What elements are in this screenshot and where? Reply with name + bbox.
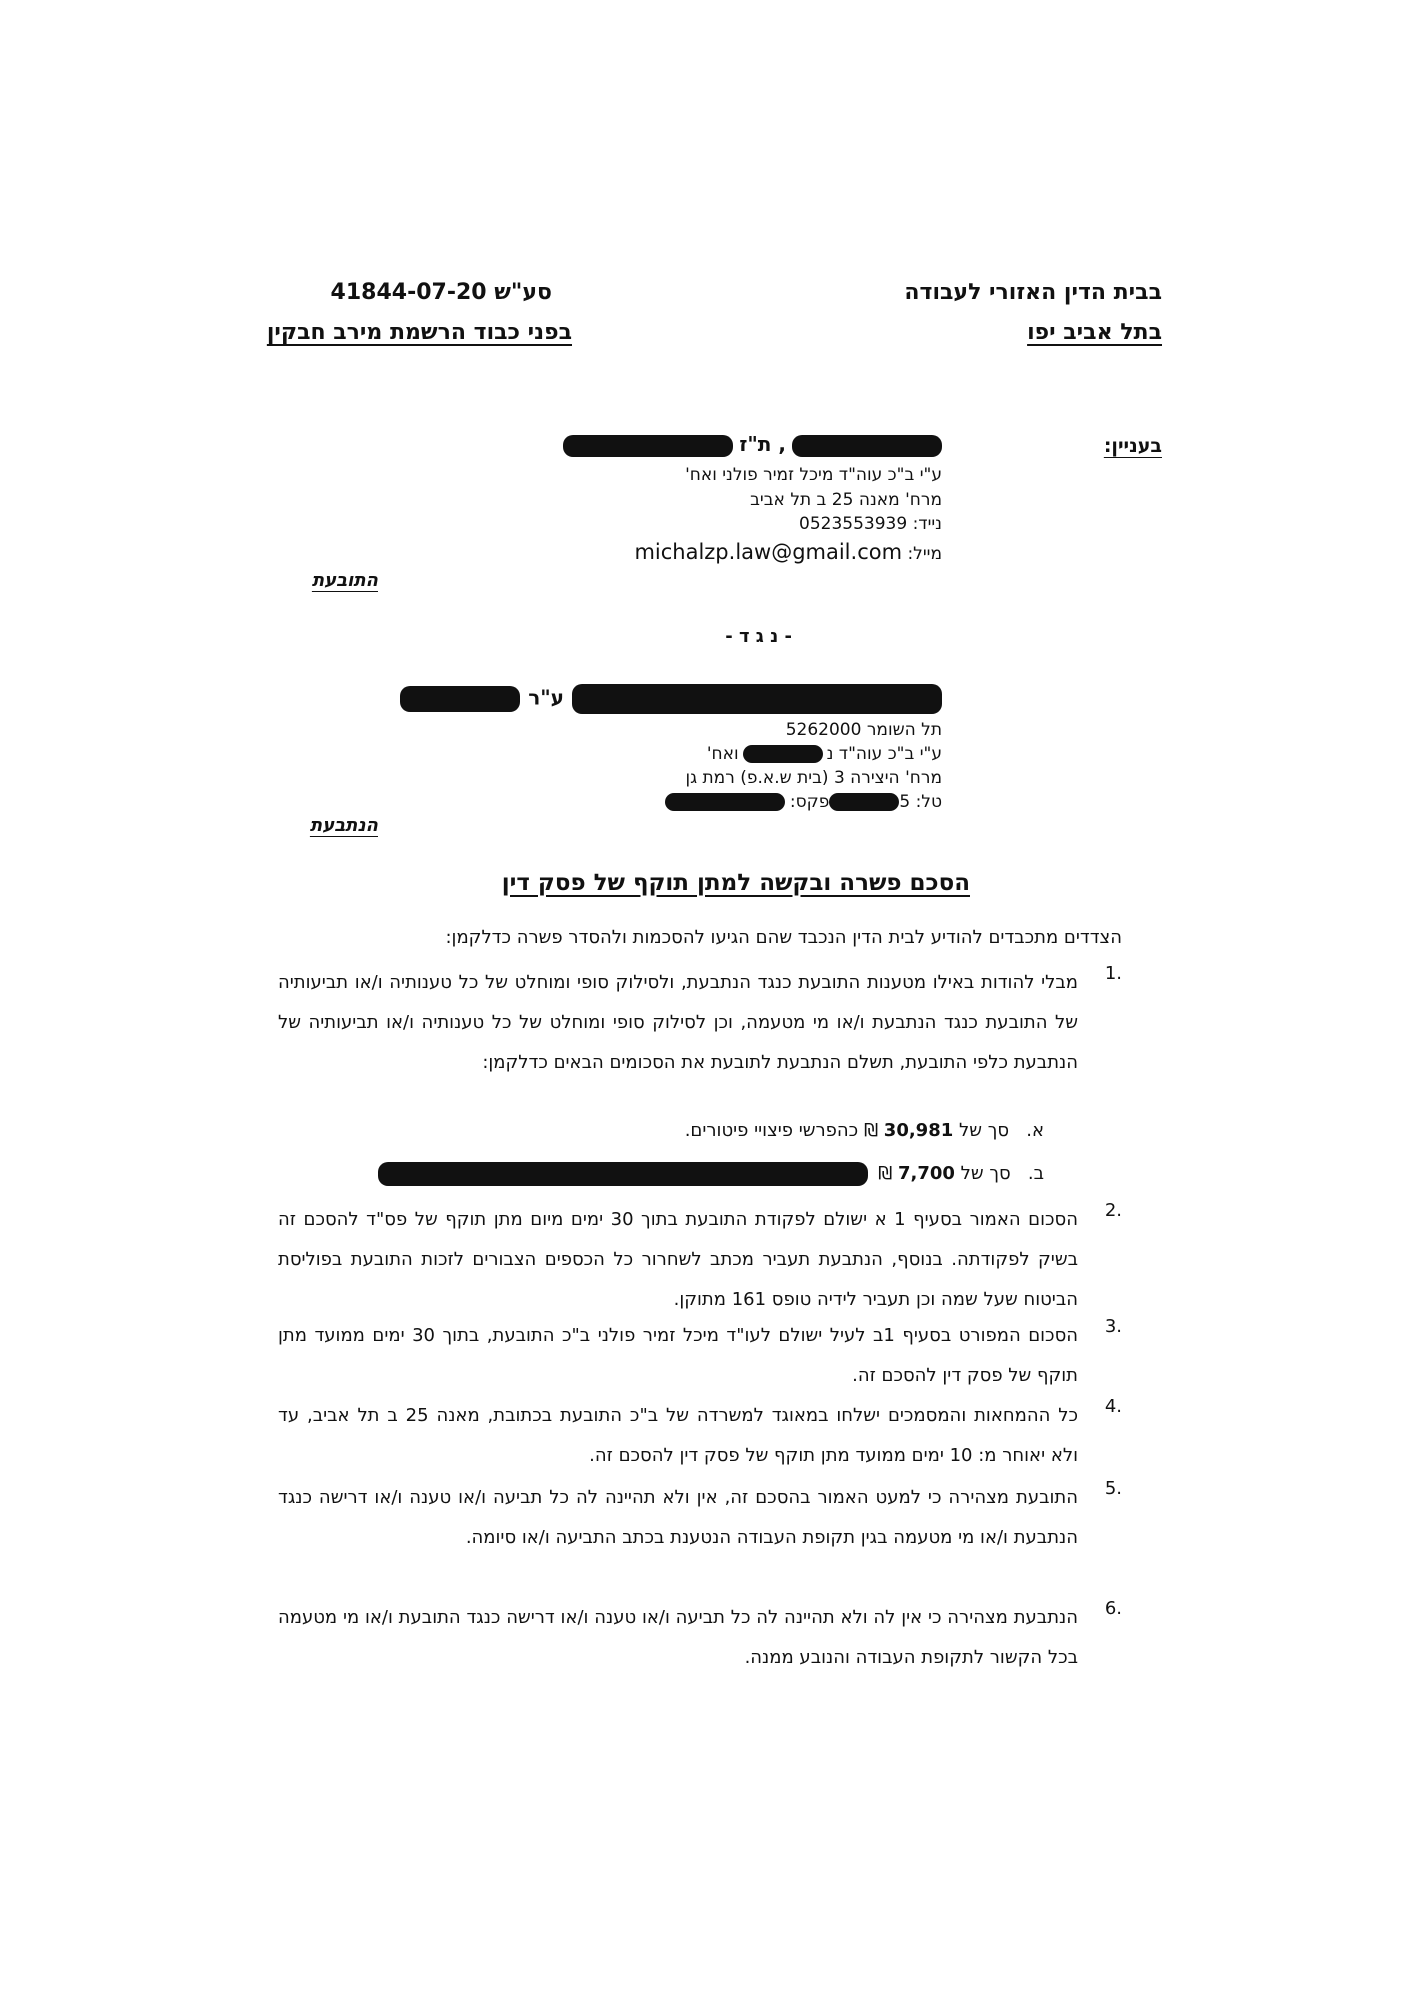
subclause-b (378, 1162, 1044, 1186)
clause-4 (278, 1396, 1122, 1476)
defendant-counsel-prefix: ע"י ב"כ עוה"ד נ (826, 744, 942, 764)
redaction-bar (563, 435, 733, 457)
redaction-bar (829, 793, 899, 811)
court-location: בתל אביב יפו (1027, 320, 1162, 345)
matter-label: בעניין: (1103, 435, 1162, 457)
case-number: סע"ש 41844-07-20 (330, 280, 552, 305)
subclause-a (685, 1120, 1044, 1141)
clause-text: התובעת מצהירה כי למעט האמור בהסכם זה, אין ולא תהיינה לה כל תביעה ו/או טענה ו/או דרישה כנגד הנתבעת ו/או מי מטעמה בגין תקופת העבודה הנטענת בכתב התביעה ו/או סיומה. (278, 1487, 1078, 1548)
clause-number: .5 (1104, 1478, 1122, 1499)
plaintiff-counsel: ע"י ב"כ עוה"ד מיכל זמיר פולני ואח' (685, 465, 942, 485)
clause-number: .4 (1104, 1396, 1122, 1417)
defendant-counsel (707, 742, 942, 767)
defendant-counsel-address: מרח' היצירה 3 (בית ש.א.פ) רמת גן (685, 768, 942, 788)
plaintiff-email-label: מייל: (907, 544, 942, 564)
registrar-name: בפני כבוד הרשמת מירב חבקין (266, 320, 572, 345)
currency-symbol: ₪ (863, 1120, 879, 1141)
defendant-name-line (400, 684, 942, 714)
redaction-bar (572, 684, 942, 714)
clause-text: מבלי להודות באילו מטענות התובעת כנגד הנתבעת, ולסילוק סופי ומוחלט של כל טענותיה ו/או תביעותיה של התובעת כנגד הנתבעת ו/או מי מטעמה, וכן לסילוק סופי ומוחלט של כל טענותיה ו/או תביעותיה של הנתבעת כלפי התובעת, תשלם הנתבעת לתובעת את הסכומים הבאים כדלקמן: (278, 972, 1078, 1073)
clause-6 (278, 1598, 1122, 1678)
defendant-id-label: ע"ר (528, 685, 564, 710)
plaintiff-email-line (634, 540, 942, 567)
versus-label: - נ ג ד - (725, 626, 792, 647)
plaintiff-role: התובעת (311, 570, 378, 591)
intro-text: הצדדים מתכבדים להודיע לבית הדין הנכבד שהם הגיעו להסכמות ולהסדר פשרה כדלקמן: (445, 927, 1122, 948)
currency-symbol: ₪ (878, 1163, 893, 1184)
redaction-bar (743, 745, 823, 763)
plaintiff-address: מרח' מאנה 25 ב תל אביב (750, 490, 942, 510)
subclause-letter: א. (1026, 1120, 1044, 1141)
clause-number: .1 (1104, 963, 1122, 984)
clause-text: הסכום המפורט בסעיף 1ב לעיל ישולם לעו"ד מיכל זמיר פולני ב"כ התובעת, בתוך 30 ימים ממועד מתן תוקף של פסק דין להסכם זה. (278, 1325, 1079, 1386)
document-title: הסכם פשרה ובקשה למתן תוקף של פסק דין (501, 870, 970, 896)
defendant-fax-label: פקס: (789, 792, 830, 812)
clause-1 (278, 963, 1122, 1083)
plaintiff-email[interactable]: michalzp.law@gmail.com (634, 540, 903, 564)
defendant-tel: 5 (899, 792, 911, 812)
clause-2 (278, 1200, 1122, 1320)
clause-text: הנתבעת מצהירה כי אין לה ולא תהיינה לה כל תביעה ו/או טענה ו/או דרישה כנגד התובעת ו/או מי מטעמה בכל הקשור לתקופת העבודה והנובע ממנה. (278, 1607, 1078, 1668)
clause-3 (278, 1316, 1122, 1396)
defendant-address: תל השומר 5262000 (785, 720, 942, 740)
clause-text: כל ההמחאות והמסמכים ישלחו במאוגד למשרדה של ב"כ התובעת בכתובת, מאנה 25 ב תל אביב, עד ולא יאוחר מ: 10 ימים ממועד מתן תוקף של פסק דין להסכם זה. (278, 1405, 1078, 1466)
court-name: בבית הדין האזורי לעבודה (904, 280, 1162, 305)
plaintiff-phone: נייד: 0523553939 (799, 514, 942, 534)
defendant-tel-label: טל: (915, 792, 942, 812)
clause-5 (278, 1478, 1122, 1558)
subclause-letter: ב. (1027, 1163, 1044, 1184)
subclause-amount: 30,981 (883, 1120, 954, 1141)
clause-text: הסכום האמור בסעיף 1 א ישולם לפקודת התובעת בתוך 30 ימים מיום מתן תוקף של פס"ד להסכם זה בשיק לפקודתה. בנוסף, הנתבעת תעביר מכתב לשחרור כל הכספים הצבורים לזכות התובעת בפוליסת הביטוח שעל שמה וכן תעביר לידיה טופס 161 מתוקן. (278, 1209, 1078, 1310)
subclause-amount: 7,700 (897, 1163, 955, 1184)
clause-number: .6 (1104, 1598, 1122, 1619)
plaintiff-name-line (563, 432, 942, 457)
redaction-bar (792, 435, 942, 457)
defendant-contact (665, 790, 943, 815)
subclause-description: כהפרשי פיצויי פיטורים. (684, 1120, 859, 1141)
plaintiff-id-label: , ת"ז (739, 432, 786, 456)
defendant-counsel-suffix: ואח' (706, 744, 739, 764)
subclause-text: סך של (959, 1120, 1010, 1141)
redaction-bar (400, 686, 520, 712)
clause-number: .2 (1104, 1200, 1122, 1221)
subclause-text: סך של (960, 1163, 1011, 1184)
defendant-role: הנתבעת (309, 815, 378, 836)
redaction-bar (665, 793, 785, 811)
clause-number: .3 (1104, 1316, 1122, 1337)
redaction-bar (378, 1162, 868, 1186)
